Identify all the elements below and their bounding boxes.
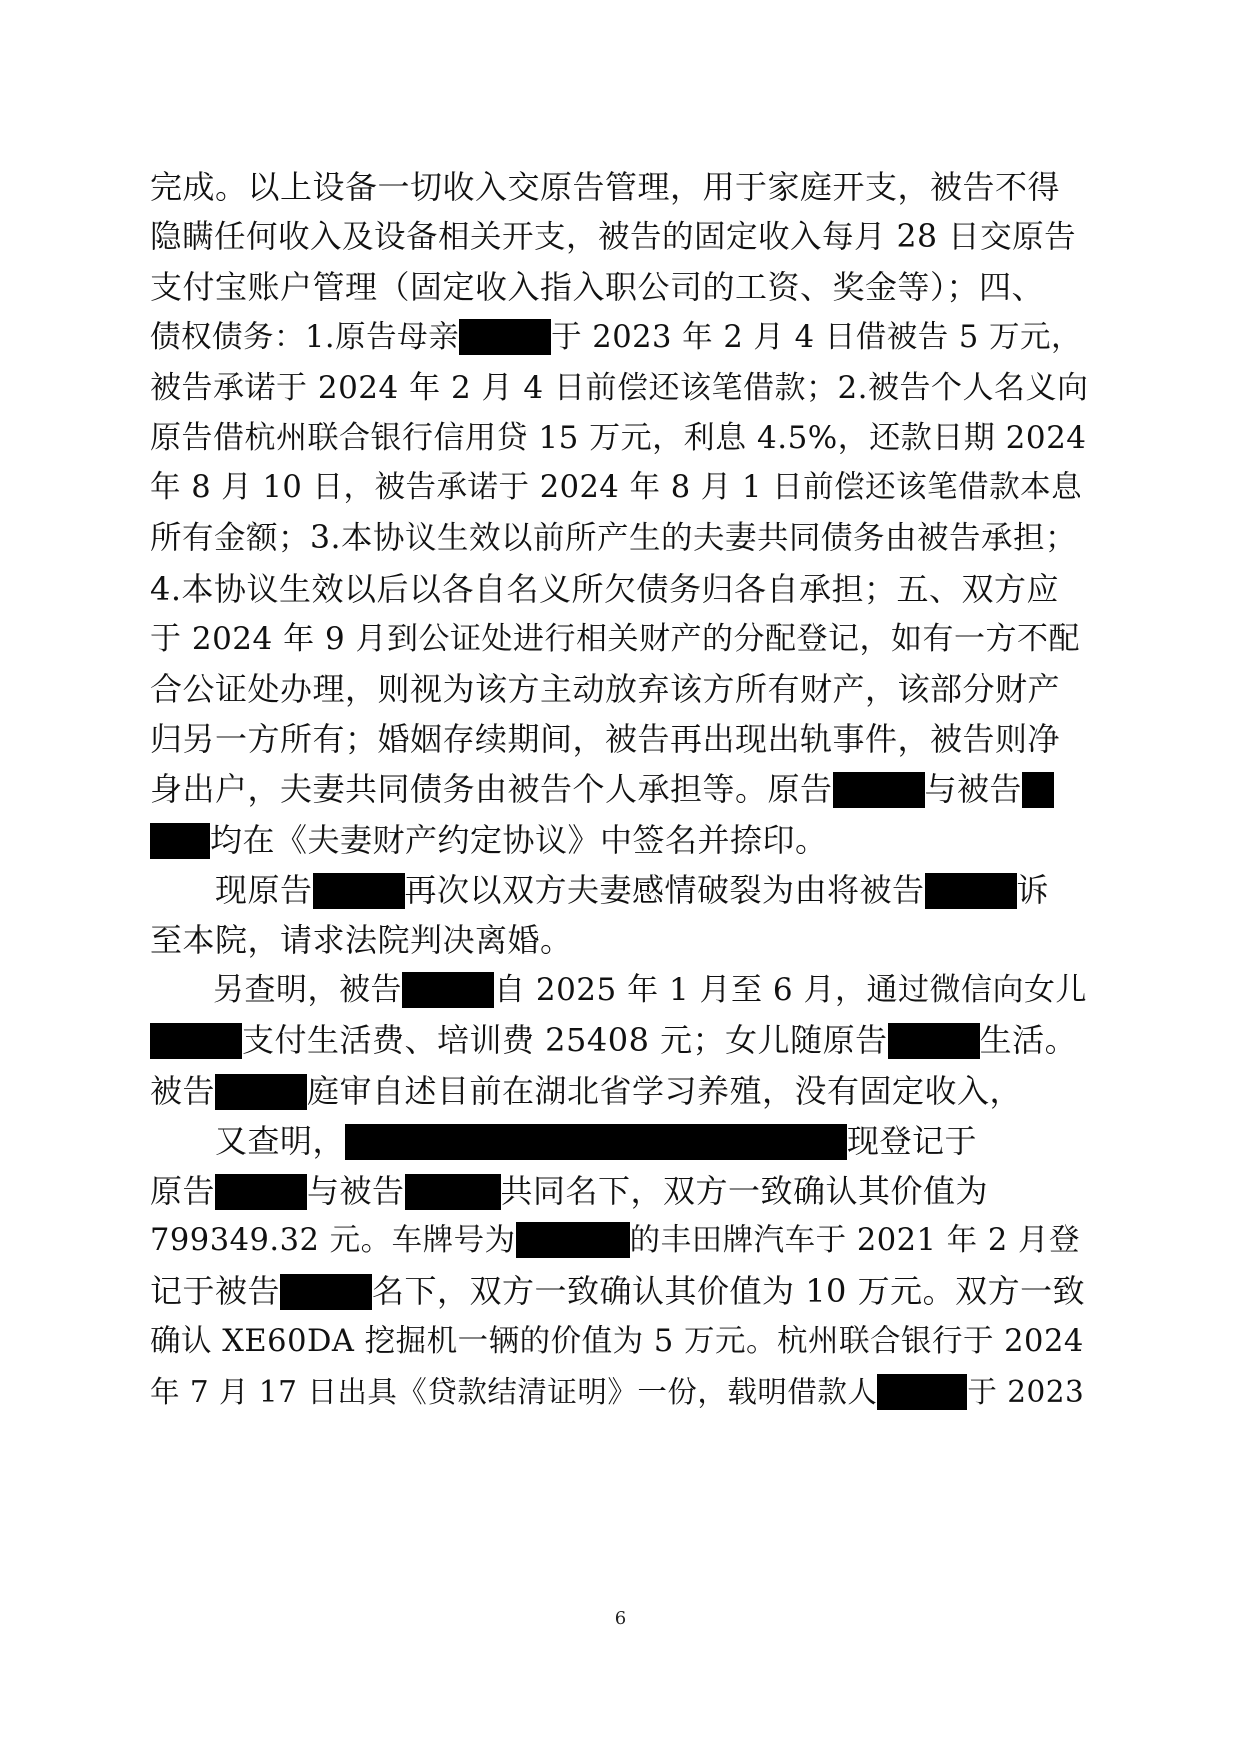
text-segment: 于 2024 年 9 月到公证处进行相关财产的分配登记，如有一方不配 — [150, 621, 1081, 657]
redaction-box — [516, 1222, 538, 1258]
redaction-box — [459, 319, 551, 355]
text-segment: 年 8 月 10 日，被告承诺于 2024 年 8 月 1 日前偿还该笔借款本息 — [150, 470, 1083, 505]
text-segment: 债权债务：1.原告母亲 — [150, 320, 460, 355]
redaction-box — [1022, 772, 1054, 808]
redaction-box — [402, 972, 494, 1008]
text-segment: 另查明，被告 — [150, 972, 402, 1008]
text-line — [150, 258, 1090, 316]
redaction-box — [877, 1374, 967, 1410]
text-line — [150, 1011, 1090, 1069]
text-segment: 再次以双方夫妻感情破裂为由将被告 — [404, 871, 925, 909]
text-segment: 于 2023 — [967, 1375, 1085, 1409]
text-line — [150, 1363, 1090, 1421]
text-segment: 共同名下，双方一致确认其价值为 — [500, 1172, 989, 1210]
text-segment: 庭审自述目前在湖北省学习养殖，没有固定收入， — [307, 1072, 1023, 1110]
text-line — [150, 1262, 1090, 1320]
text-segment: 4.本协议生效以后以各自名义所欠债务归各自承担；五、双方应 — [150, 570, 1060, 608]
redaction-box — [215, 1074, 307, 1110]
text-segment: 隐瞒任何收入及设备相关开支，被告的固定收入每月 28 日交原告 — [150, 219, 1077, 255]
text-segment: 被告 — [150, 1072, 216, 1110]
text-segment: 完成。以上设备一切收入交原告管理，用于家庭开支，被告不得 — [150, 168, 1061, 206]
text-segment: 记于被告 — [150, 1272, 281, 1310]
text-line — [150, 509, 1090, 567]
redaction-box — [925, 873, 1017, 909]
text-segment: 身出户，夫妻共同债务由被告个人承担等。原告 — [150, 770, 833, 808]
redaction-box — [538, 1222, 630, 1258]
text-segment: 所有金额；3.本协议生效以前所产生的夫妻共同债务由被告承担； — [150, 520, 1078, 556]
redaction-box — [833, 772, 925, 808]
text-segment: 与被告 — [307, 1172, 405, 1210]
text-segment: 确认 XE60DA 挖掘机一辆的价值为 5 万元。杭州联合银行于 2024 — [150, 1324, 1084, 1359]
text-segment: 均在《夫妻财产约定协议》中签名并捺印。 — [210, 821, 828, 859]
text-segment: 原告借杭州联合银行信用贷 15 万元，利息 4.5%，还款日期 2024 — [150, 420, 1087, 456]
redaction-box — [888, 1023, 980, 1059]
text-segment: 生活。 — [979, 1021, 1078, 1059]
redaction-box — [150, 1023, 242, 1059]
text-segment: 的丰田牌汽车于 2021 年 2 月登 — [629, 1223, 1080, 1258]
text-segment: 现登记于 — [847, 1122, 978, 1160]
redaction-box — [215, 1174, 307, 1210]
redaction-box — [313, 873, 405, 909]
text-segment: 于 2023 年 2 月 4 日借被告 5 万元， — [551, 320, 1083, 355]
text-segment: 支付宝账户管理（固定收入指入职公司的工资、奖金等）；四、 — [150, 268, 1045, 306]
page-number: 6 — [614, 1608, 627, 1629]
redaction-box — [821, 1124, 847, 1160]
text-segment: 诉 — [1016, 871, 1050, 909]
redaction-box — [645, 1124, 667, 1160]
text-segment: 与被告 — [924, 770, 1023, 808]
redaction-box — [667, 1124, 689, 1160]
redaction-box — [405, 1174, 501, 1210]
redaction-box — [280, 1274, 372, 1310]
text-segment: 现原告 — [150, 871, 313, 909]
redaction-box — [689, 1124, 755, 1160]
text-segment: 至本院，请求法院判决离婚。 — [150, 921, 573, 959]
text-line — [150, 760, 1090, 818]
text-segment: 799349.32 元。车牌号为 — [150, 1223, 516, 1258]
text-segment: 名下，双方一致确认其价值为 10 万元。双方一致 — [372, 1272, 1086, 1310]
text-segment: 被告承诺于 2024 年 2 月 4 日前偿还该笔借款；2.被告个人名义向 — [150, 370, 1089, 406]
text-segment: 自 2025 年 1 月至 6 月，通过微信向女儿 — [494, 972, 1087, 1008]
redaction-box — [755, 1124, 821, 1160]
redaction-box — [345, 1124, 645, 1160]
text-segment: 原告 — [150, 1172, 216, 1210]
text-segment: 年 7 月 17 日出具《贷款结清证明》一份，载明借款人 — [150, 1375, 878, 1409]
text-segment: 合公证处办理，则视为该方主动放弃该方所有财产，该部分财产 — [150, 670, 1061, 708]
redaction-box — [150, 823, 210, 859]
text-segment: 支付生活费、培训费 25408 元；女儿随原告 — [242, 1021, 888, 1059]
text-segment: 又查明， — [150, 1122, 346, 1160]
text-segment: 归另一方所有；婚姻存续期间，被告再出现出轨事件，被告则净 — [150, 720, 1061, 758]
